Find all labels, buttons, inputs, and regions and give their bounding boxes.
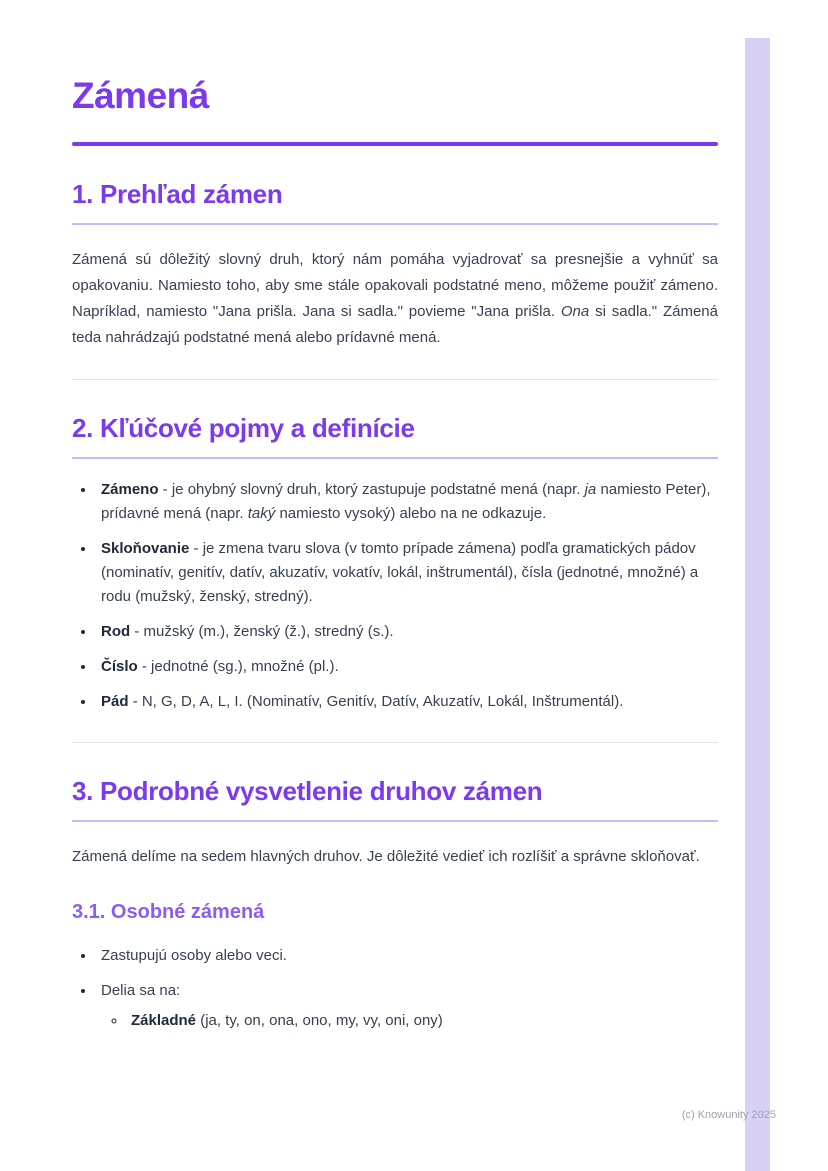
section-divider bbox=[72, 742, 718, 743]
section-3-heading: 3. Podrobné vysvetlenie druhov zámen bbox=[72, 776, 543, 806]
list-item-zakladne: ◦ Základné (ja, ty, on, ona, ono, my, vy, oni, ony) bbox=[127, 1009, 718, 1033]
list-item-rod: • Rod - mužský (m.), ženský (ž.), stredný (s.). bbox=[96, 619, 718, 644]
list-item-pad: • Pád - N, G, D, A, L, I. (Nominatív, Genitív, Datív, Akuzatív, Lokál, Inštrumentál). bbox=[96, 689, 718, 714]
section-2-heading: 2. Kľúčové pojmy a definície bbox=[72, 413, 415, 443]
personal-pronouns-list bbox=[72, 943, 718, 1033]
subsection-3-1-heading: 3.1. Osobné zámená bbox=[72, 901, 265, 923]
section-divider bbox=[72, 379, 718, 380]
list-item-zameno: • Zámeno - je ohybný slovný druh, ktorý zastupuje podstatné mená (napr. ja namiesto Peter), prídavné mená (napr. taký namiesto vysoký) alebo na ne odkazuje. bbox=[96, 477, 718, 526]
page-edge-strip bbox=[745, 38, 770, 1171]
list-item-zastupuju: • Zastupujú osoby alebo veci. bbox=[96, 943, 718, 968]
section-1-heading: 1. Prehľad zámen bbox=[72, 179, 283, 209]
copyright-footer: (c) Knowunity 2025 bbox=[681, 1109, 776, 1121]
section-overview bbox=[72, 178, 718, 351]
section-pronoun-types bbox=[72, 775, 718, 1033]
section-2-underline bbox=[72, 457, 718, 459]
list-item-sklonovanie: • Skloňovanie - je zmena tvaru slova (v tomto prípade zámena) podľa gramatických pádov (nominatív, genitív, datív, akuzatív, vokatív, lokál, inštrumentál), čísla (jednotné, množné) a rodu (mužský, ženský, stredný). bbox=[96, 536, 718, 609]
section-1-paragraph: Zámená sú dôležitý slovný druh, ktorý nám pomáha vyjadrovať sa presnejšie a vyhnúť sa opakovaniu. Namiesto toho, aby sme stále opakovali podstatné meno, môžeme použiť zámeno. Napríklad, namiesto "Jana prišla. Jana si sadla." povieme "Jana prišla. Ona si sadla." Zámená teda nahrádzajú podstatné mená alebo prídavné mená. bbox=[72, 251, 718, 346]
section-1-underline bbox=[72, 223, 718, 225]
page-title: Zámená bbox=[72, 75, 209, 116]
list-item-delia-sa bbox=[96, 978, 718, 1033]
section-key-terms bbox=[72, 412, 718, 714]
section-3-paragraph: Zámená delíme na sedem hlavných druhov. Je dôležité vedieť ich rozlíšiť a správne skloňovať. bbox=[72, 848, 700, 865]
document-content bbox=[72, 0, 718, 1043]
list-item-delia-sa-text: Delia sa na: bbox=[101, 982, 181, 999]
title-rule bbox=[72, 142, 718, 146]
section-3-underline bbox=[72, 820, 718, 822]
definitions-list bbox=[72, 477, 718, 714]
list-item-cislo: • Číslo - jednotné (sg.), množné (pl.). bbox=[96, 654, 718, 679]
nested-list bbox=[101, 1009, 718, 1033]
